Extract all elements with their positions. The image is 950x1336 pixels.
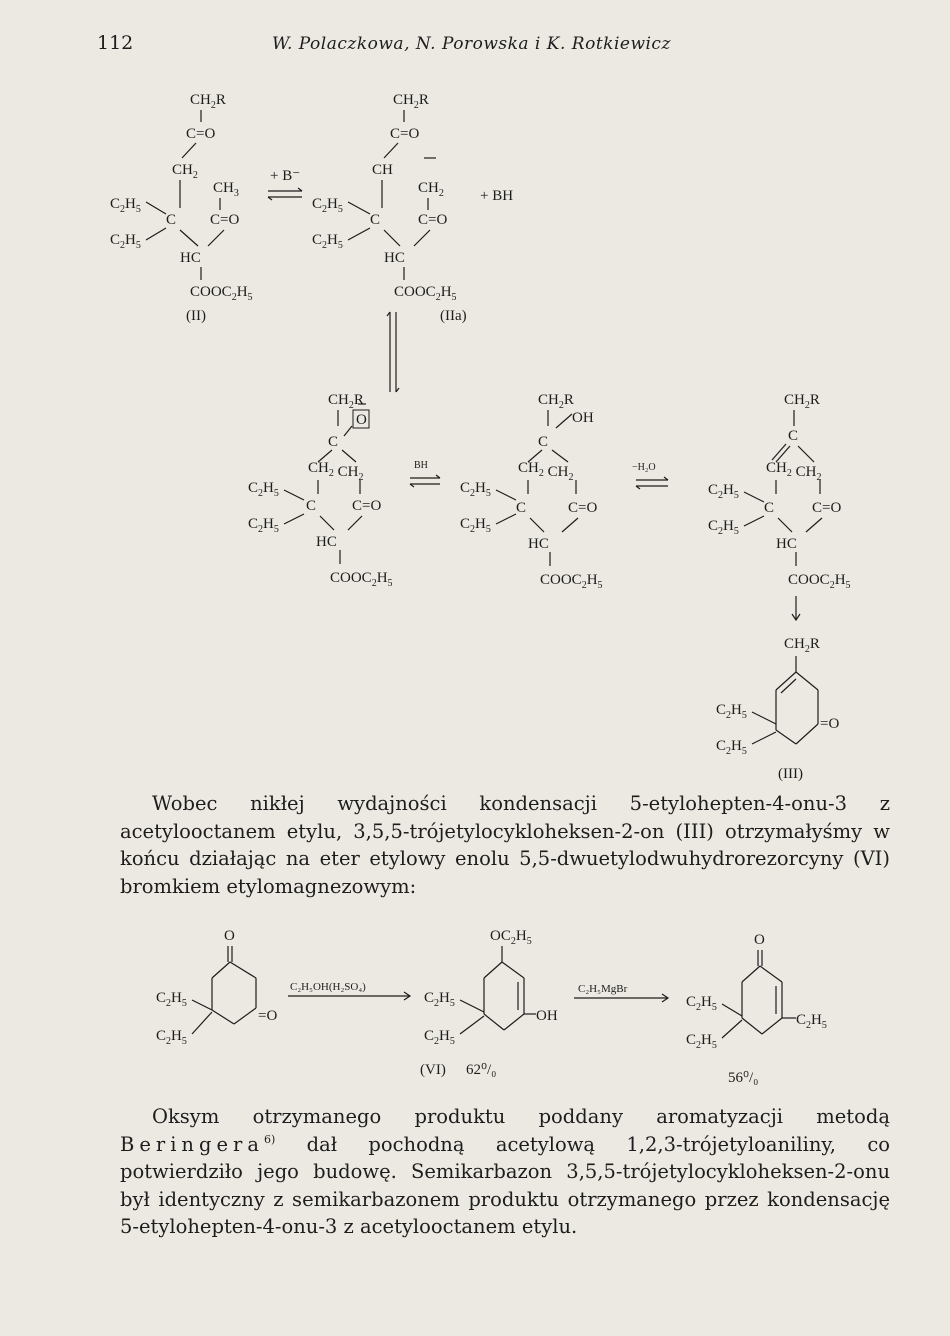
svg-text:(VI): (VI)	[420, 1062, 446, 1078]
svg-text:(IIa): (IIa)	[440, 308, 467, 324]
svg-text:C=O: C=O	[352, 498, 382, 514]
svg-text:=O: =O	[258, 1008, 278, 1024]
svg-text:C2H5: $C_2H_5$	[248, 516, 279, 535]
svg-text:+ B⁻: + B⁻	[270, 168, 301, 184]
svg-text:C: C	[788, 428, 799, 444]
svg-text:HC: HC	[776, 536, 797, 552]
svg-text:C: C	[516, 500, 527, 516]
reference-marker: 6)	[263, 1132, 276, 1146]
svg-text:(III): (III)	[778, 766, 803, 782]
svg-text:HC: HC	[384, 250, 405, 266]
svg-text:COOC2H5: $COOC_2H_5$	[540, 572, 603, 591]
svg-text:C=O: C=O	[812, 500, 842, 516]
svg-text:C2H5: $C_2H_5$	[424, 990, 455, 1009]
svg-text:O: O	[754, 932, 765, 948]
svg-text:C2H5: $C_2H_5$	[686, 1032, 717, 1051]
svg-text:C: C	[764, 500, 775, 516]
svg-text:C2H5: $C_2H_5$	[248, 480, 279, 499]
svg-text:COOC2H5: $COOC_2H_5$	[330, 570, 393, 589]
svg-text:C2H5: $C_2H_5$	[716, 738, 747, 757]
svg-text:C2H5: $C_2H_5$	[156, 1028, 187, 1047]
svg-text:CH2R: $CH_2R$	[328, 392, 364, 411]
svg-text:CH2: $CH_2$	[172, 162, 198, 181]
svg-text:CH2 CH2: $CH_2$ $CH_2$	[518, 460, 574, 483]
svg-text:CH2 CH2: $CH_2$ $CH_2$	[766, 460, 822, 483]
structure-trietylcyclohexenone	[686, 932, 827, 1086]
svg-text:C₂H₅MgBr: C₂H₅MgBr	[578, 983, 628, 995]
svg-text:C2H5: $C_2H_5$	[796, 1012, 827, 1031]
svg-text:HC: HC	[316, 534, 337, 550]
svg-text:C2H5: $C_2H_5$	[312, 196, 343, 215]
svg-text:COOC2H5: $COOC_2H_5$	[394, 284, 457, 303]
svg-text:OH: OH	[572, 410, 594, 426]
svg-text:CH2 CH2: $CH_2$ $CH_2$	[308, 460, 364, 483]
svg-text:O: O	[224, 928, 235, 944]
svg-text:C=O: C=O	[418, 212, 448, 228]
svg-text:CH2R: $CH_2R$	[393, 92, 429, 111]
svg-text:C: C	[328, 434, 339, 450]
svg-text:+ BH: + BH	[480, 188, 514, 204]
svg-text:OC2H5: $OC_2H_5$	[490, 928, 532, 947]
page-number: 112	[97, 32, 134, 54]
svg-text:CH3: $CH_3$	[213, 180, 239, 199]
svg-text:OH: OH	[536, 1008, 558, 1024]
svg-text:(II): (II)	[186, 308, 206, 324]
svg-text:62⁰/₀: 62⁰/₀	[466, 1062, 497, 1078]
svg-text:C₂H₅OH(H₂SO₄): C₂H₅OH(H₂SO₄)	[290, 981, 366, 993]
svg-text:C=O: C=O	[568, 500, 598, 516]
svg-text:−H₂O: −H₂O	[632, 462, 656, 473]
svg-text:C: C	[370, 212, 381, 228]
body-paragraph-1: Wobec nikłej wydajności kondensacji 5-etylohepten-4-onu-3 z acetylooctanem etylu, 3,5,5-trójetylocykloheksen-2-on (III) otrzymałyśmy w końcu działając na eter etylowy enolu 5,5-dwuetylodwuhydrorezorcyny (VI) bromkiem etylomagnezowym:	[120, 792, 890, 898]
svg-text:BH: BH	[414, 460, 428, 471]
svg-text:C: C	[306, 498, 317, 514]
structure-VI	[420, 928, 558, 1078]
svg-text:HC: HC	[180, 250, 201, 266]
svg-text:O: O	[356, 412, 367, 428]
svg-text:C: C	[538, 434, 549, 450]
svg-text:CH2R: $CH_2R$	[538, 392, 574, 411]
svg-text:C=O: C=O	[210, 212, 240, 228]
svg-text:CH: CH	[372, 162, 393, 178]
svg-text:C2H5: $C_2H_5$	[708, 482, 739, 501]
cited-author: Beringera	[120, 1132, 264, 1156]
body-paragraph-2: Oksym otrzymanego produktu poddany aromatyzacji metodą Beringera$^{6)}$ dał pochodną acetylową 1,2,3-trójetyloaniliny, co potwierdziło jego budowę. Semikarbazon 3,5,5-trójetylocykloheksen-2-onu był identyczny z semikarbazonem produktu otrzymanego przez kondensację 5-etylohepten-4-onu-3 z acetylooctanem etylu.	[120, 1105, 890, 1238]
svg-text:C2H5: $C_2H_5$	[424, 1028, 455, 1047]
svg-text:C2H5: $C_2H_5$	[110, 196, 141, 215]
svg-text:C=O: C=O	[390, 126, 420, 142]
svg-text:C2H5: $C_2H_5$	[686, 994, 717, 1013]
svg-text:C: C	[166, 212, 177, 228]
svg-text:C2H5: $C_2H_5$	[156, 990, 187, 1009]
svg-text:=O: =O	[820, 716, 840, 732]
svg-text:CH2R: $CH_2R$	[190, 92, 226, 111]
svg-text:C2H5: $C_2H_5$	[312, 232, 343, 251]
structure-dione	[156, 928, 277, 1047]
svg-text:56⁰/₀: 56⁰/₀	[728, 1070, 759, 1086]
svg-text:COOC2H5: $COOC_2H_5$	[788, 572, 851, 591]
svg-text:C=O: C=O	[186, 126, 216, 142]
running-head: W. Polaczkowa, N. Porowska i K. Rotkiewicz	[272, 34, 671, 54]
svg-text:CH2R: $CH_2R$	[784, 392, 820, 411]
svg-text:C2H5: $C_2H_5$	[110, 232, 141, 251]
svg-text:HC: HC	[528, 536, 549, 552]
svg-text:C2H5: $C_2H_5$	[460, 516, 491, 535]
svg-text:CH2: $CH_2$	[418, 180, 444, 199]
svg-text:C2H5: $C_2H_5$	[460, 480, 491, 499]
svg-text:C2H5: $C_2H_5$	[716, 702, 747, 721]
svg-text:CH2R: $CH_2R$	[784, 636, 820, 655]
svg-text:COOC2H5: $COOC_2H_5$	[190, 284, 253, 303]
svg-text:C2H5: $C_2H_5$	[708, 518, 739, 537]
